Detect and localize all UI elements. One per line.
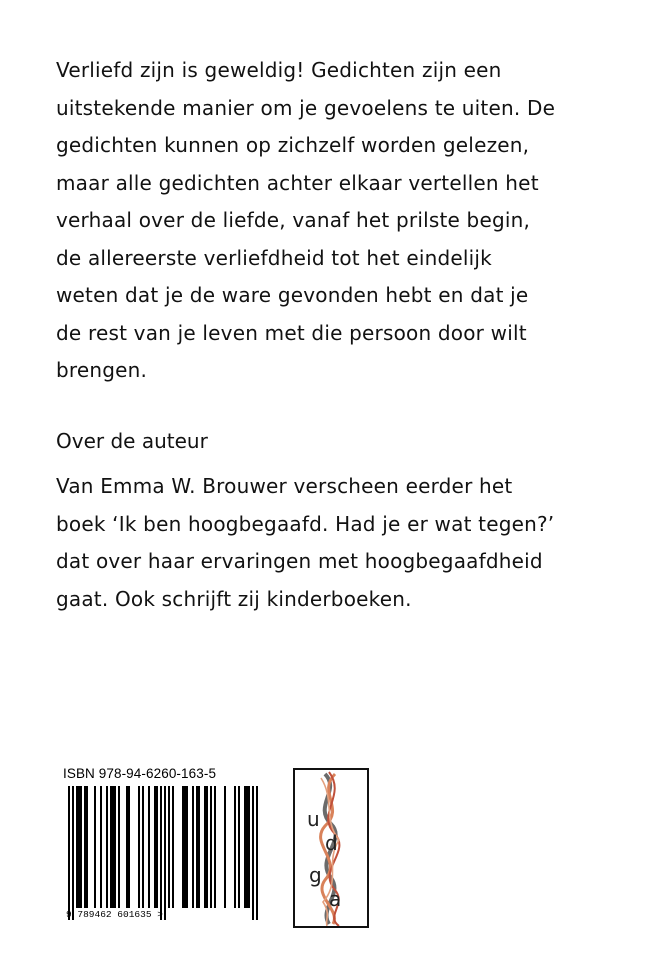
author-bio-line: dat over haar ervaringen met hoogbegaafdheid [56, 549, 543, 573]
author-bio [56, 468, 616, 618]
logo-letter: d [325, 831, 338, 855]
blurb-text [56, 52, 616, 390]
publisher-logo [293, 768, 369, 928]
blurb-line: uitstekende manier om je gevoelens te uiten. De [56, 95, 556, 120]
logo-letter: a [329, 887, 342, 911]
barcode-bar [86, 786, 88, 908]
author-heading: Over de auteur [56, 429, 208, 453]
barcode-bar [244, 786, 246, 908]
barcode-bar [68, 786, 70, 920]
publisher-logo-graphic [295, 770, 367, 926]
barcode-bar [80, 786, 82, 908]
blurb-line: Verliefd zijn is geweldig! Gedichten zijn een [56, 58, 502, 82]
logo-letter: u [307, 807, 320, 831]
isbn-label: ISBN 978-94-6260-163-5 [63, 766, 217, 781]
barcode-bar [246, 786, 248, 908]
barcode-bar [164, 786, 166, 920]
barcode-bar [154, 786, 156, 908]
barcode-bar [172, 786, 174, 908]
barcode-bar [84, 786, 86, 908]
barcode-bar [210, 786, 212, 908]
barcode-bar [248, 786, 250, 908]
isbn-barcode [68, 786, 258, 924]
blurb-line: de allereerste verliefdheid tot het eindelijk [56, 245, 492, 270]
blurb-line: de rest van je leven met die persoon door wilt [56, 320, 527, 345]
barcode-bar [110, 786, 112, 908]
author-bio-line: Van Emma W. Brouwer verscheen eerder het [56, 474, 513, 498]
barcode-bar [106, 786, 108, 908]
barcode-bar [238, 786, 240, 908]
barcode-bar [142, 786, 144, 908]
author-bio-line: boek ‘Ik ben hoogbegaafd. Had je er wat tegen?’ [56, 511, 555, 536]
barcode-bar [214, 786, 216, 908]
barcode-bar [138, 786, 140, 908]
barcode-bar [186, 786, 188, 908]
barcode-bar [252, 786, 254, 920]
barcode-bar [148, 786, 150, 908]
barcode-bar [76, 786, 78, 908]
barcode-bar [100, 786, 102, 908]
blurb-line: verhaal over de liefde, vanaf het prilste begin, [56, 208, 531, 232]
barcode-bar [126, 786, 128, 908]
barcode-bar [196, 786, 198, 908]
barcode-bar [94, 786, 96, 908]
barcode-bar [160, 786, 162, 920]
blurb-line: gedichten kunnen op zichzelf worden gelezen, [56, 133, 530, 157]
barcode-bar [184, 786, 186, 908]
barcode-bar [168, 786, 170, 908]
barcode-bar [182, 786, 184, 908]
barcode-graphic [68, 786, 258, 924]
blurb-line: maar alle gedichten achter elkaar vertellen het [56, 170, 539, 195]
logo-letter: g [309, 863, 322, 887]
blurb-line: brengen. [56, 358, 148, 382]
barcode-bar [118, 786, 120, 908]
barcode-bar [234, 786, 236, 908]
barcode-bar [72, 786, 74, 920]
barcode-bar [128, 786, 130, 908]
barcode-bar [224, 786, 226, 908]
barcode-bar [198, 786, 200, 908]
author-bio-line: gaat. Ook schrijft zij kinderboeken. [56, 586, 412, 611]
barcode-bar [206, 786, 208, 908]
barcode-bar [192, 786, 194, 908]
barcode-bar [114, 786, 116, 908]
blurb-line: weten dat je de ware gevonden hebt en dat je [56, 283, 529, 307]
barcode-bar [156, 786, 158, 908]
barcode-digits: 9 789462 601635 > [66, 909, 163, 920]
barcode-bar [112, 786, 114, 908]
barcode-bar [204, 786, 206, 908]
barcode-bar [256, 786, 258, 920]
barcode-bar [78, 786, 80, 908]
